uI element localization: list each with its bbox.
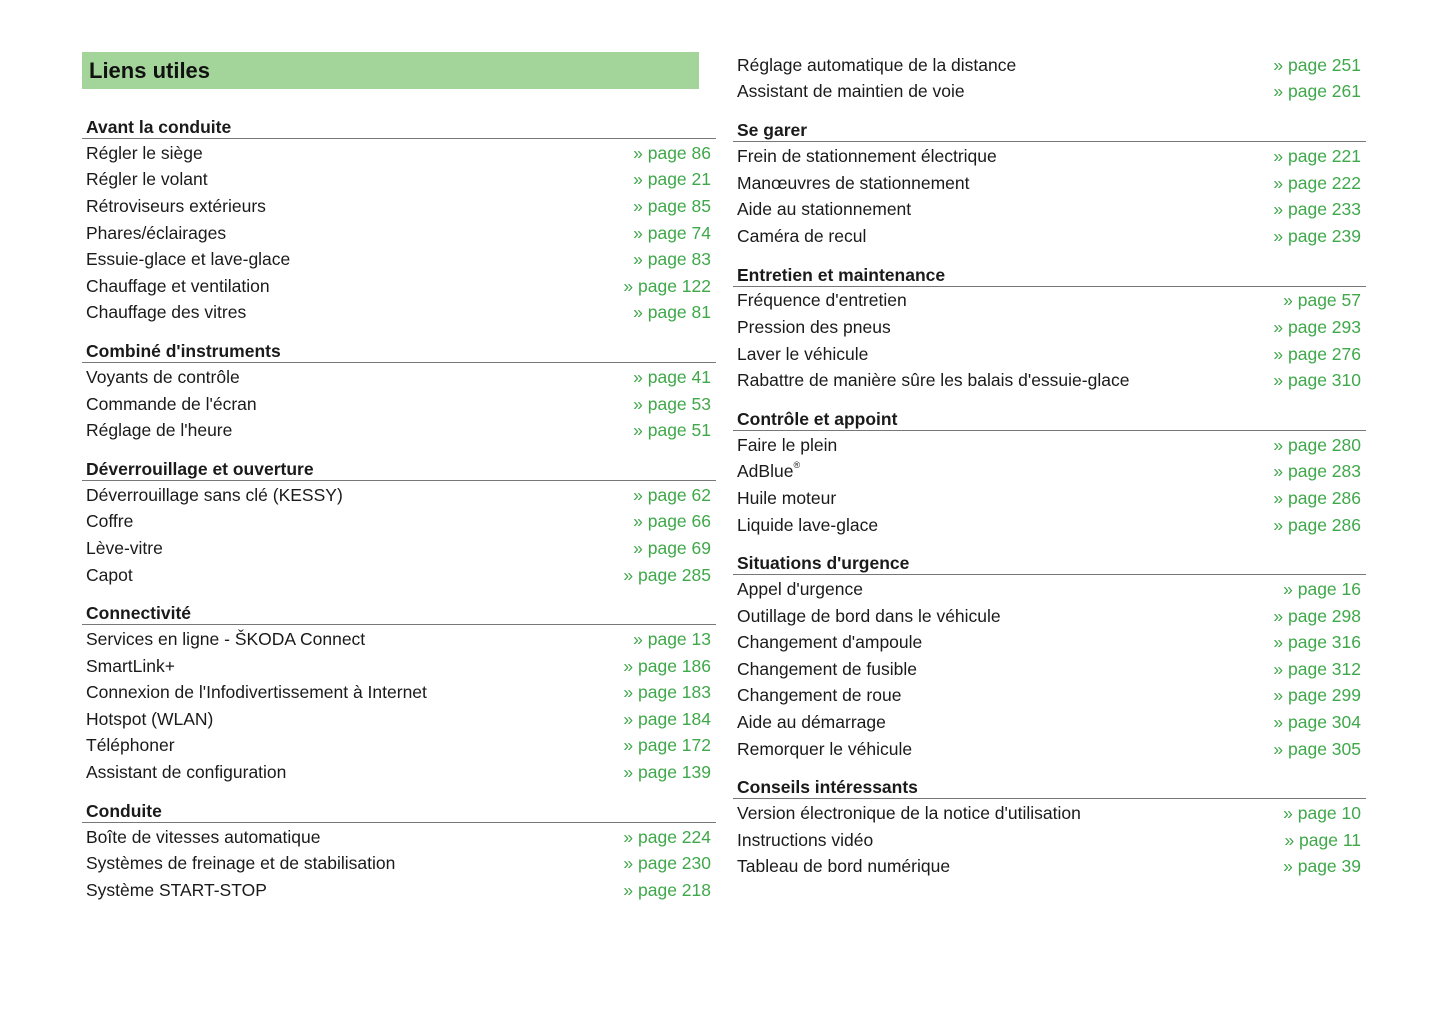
toc-entry-label: Manœuvres de stationnement bbox=[737, 172, 970, 193]
registered-mark: ® bbox=[793, 460, 801, 471]
page-reference-link[interactable]: » page 10 bbox=[1283, 803, 1361, 824]
toc-entry-label: AdBlue® bbox=[737, 460, 801, 482]
toc-entry-label: Tableau de bord numérique bbox=[737, 856, 951, 877]
page-reference-link[interactable]: » page 221 bbox=[1273, 145, 1361, 166]
page-reference-link[interactable]: » page 276 bbox=[1273, 343, 1361, 364]
toc-entry-rabattre-de-maniere-sure-les-balais-d-essuie-glace bbox=[733, 367, 1366, 394]
toc-entry-version-electronique-de-la-notice-d-utilisation bbox=[733, 800, 1366, 827]
page-reference-link[interactable]: » page 183 bbox=[623, 682, 711, 703]
toc-entry-label: Hotspot (WLAN) bbox=[86, 708, 214, 729]
toc-entry-label: Lève-vitre bbox=[86, 537, 163, 558]
page-reference-link[interactable]: » page 251 bbox=[1273, 54, 1361, 75]
page-reference-link[interactable]: » page 39 bbox=[1283, 856, 1361, 877]
toc-entry-services-en-ligne-skoda-connect bbox=[82, 626, 716, 653]
toc-entry-reglage-de-l-heure bbox=[82, 417, 716, 444]
toc-entry-label: Systèmes de freinage et de stabilisation bbox=[86, 853, 396, 874]
page-reference-link[interactable]: » page 57 bbox=[1283, 290, 1361, 311]
toc-entry-huile-moteur bbox=[733, 485, 1366, 512]
toc-entry-chauffage-et-ventilation bbox=[82, 273, 716, 300]
toc-entry-commande-de-l-ecran bbox=[82, 391, 716, 418]
page-reference-link[interactable]: » page 233 bbox=[1273, 199, 1361, 220]
toc-entry-label: Changement d'ampoule bbox=[737, 632, 923, 653]
page-reference-link[interactable]: » page 299 bbox=[1273, 685, 1361, 706]
toc-entry-regler-le-volant bbox=[82, 167, 716, 194]
toc-entry-boite-de-vitesses-automatique bbox=[82, 824, 716, 851]
toc-entry-camera-de-recul bbox=[733, 223, 1366, 250]
toc-entry-label: Phares/éclairages bbox=[86, 222, 227, 243]
toc-entry-chauffage-des-vitres bbox=[82, 300, 716, 327]
section-heading-conduite: Conduite bbox=[82, 800, 716, 823]
page-reference-link[interactable]: » page 83 bbox=[633, 249, 711, 270]
page-reference-link[interactable]: » page 69 bbox=[633, 537, 711, 558]
toc-entry-label: Capot bbox=[86, 564, 133, 585]
page-reference-link[interactable]: » page 286 bbox=[1273, 514, 1361, 535]
page-reference-link[interactable]: » page 16 bbox=[1283, 579, 1361, 600]
toc-entry-changement-d-ampoule bbox=[733, 630, 1366, 657]
page-reference-link[interactable]: » page 13 bbox=[633, 629, 711, 650]
toc-entry-label: Coffre bbox=[86, 511, 134, 532]
toc-entry-label: Fréquence d'entretien bbox=[737, 290, 907, 311]
toc-entry-label: Remorquer le véhicule bbox=[737, 738, 913, 759]
page-reference-link[interactable]: » page 41 bbox=[633, 366, 711, 387]
section-heading-controle-et-appoint: Contrôle et appoint bbox=[733, 408, 1366, 431]
page-reference-link[interactable]: » page 139 bbox=[623, 762, 711, 783]
page-reference-link[interactable]: » page 280 bbox=[1273, 434, 1361, 455]
toc-entry-deverrouillage-sans-cle-kessy bbox=[82, 482, 716, 509]
toc-entry-label: Connexion de l'Infodivertissement à Internet bbox=[86, 682, 427, 703]
toc-entry-adblue bbox=[733, 459, 1366, 486]
section-heading-avant-la-conduite: Avant la conduite bbox=[82, 116, 716, 139]
page-reference-link[interactable]: » page 305 bbox=[1273, 738, 1361, 759]
toc-entry-pression-des-pneus bbox=[733, 314, 1366, 341]
toc-entry-coffre bbox=[82, 509, 716, 536]
page-reference-link[interactable]: » page 298 bbox=[1273, 605, 1361, 626]
page-reference-link[interactable]: » page 86 bbox=[633, 142, 711, 163]
toc-entry-essuie-glace-et-lave-glace bbox=[82, 246, 716, 273]
toc-entry-faire-le-plein bbox=[733, 432, 1366, 459]
toc-entry-label: Régler le volant bbox=[86, 169, 208, 190]
page-reference-link[interactable]: » page 172 bbox=[623, 735, 711, 756]
section-heading-entretien-et-maintenance: Entretien et maintenance bbox=[733, 264, 1366, 287]
toc-entry-leve-vitre bbox=[82, 535, 716, 562]
toc-entry-label: Régler le siège bbox=[86, 142, 203, 163]
page-reference-link[interactable]: » page 184 bbox=[623, 708, 711, 729]
toc-entry-label: Essuie-glace et lave-glace bbox=[86, 249, 291, 270]
page-reference-link[interactable]: » page 283 bbox=[1273, 461, 1361, 482]
page-reference-link[interactable]: » page 53 bbox=[633, 393, 711, 414]
left-column bbox=[82, 0, 716, 904]
page-reference-link[interactable]: » page 85 bbox=[633, 195, 711, 216]
toc-entry-label: SmartLink+ bbox=[86, 655, 175, 676]
page-reference-link[interactable]: » page 186 bbox=[623, 655, 711, 676]
section-heading-combine-d-instruments: Combiné d'instruments bbox=[82, 340, 716, 363]
toc-entry-label: Aide au démarrage bbox=[737, 712, 886, 733]
toc-entry-telephoner bbox=[82, 733, 716, 760]
toc-entry-man-uvres-de-stationnement bbox=[733, 170, 1366, 197]
toc-entry-label: Version électronique de la notice d'utilisation bbox=[737, 803, 1081, 824]
toc-entry-label: Faire le plein bbox=[737, 434, 838, 455]
page-reference-link[interactable]: » page 66 bbox=[633, 511, 711, 532]
page-reference-link[interactable]: » page 239 bbox=[1273, 225, 1361, 246]
toc-entry-changement-de-fusible bbox=[733, 656, 1366, 683]
toc-entry-label: Boîte de vitesses automatique bbox=[86, 826, 321, 847]
toc-entry-label: Outillage de bord dans le véhicule bbox=[737, 605, 1001, 626]
toc-entry-changement-de-roue bbox=[733, 683, 1366, 710]
toc-entry-voyants-de-controle bbox=[82, 364, 716, 391]
page-reference-link[interactable]: » page 62 bbox=[633, 484, 711, 505]
page-reference-link[interactable]: » page 310 bbox=[1273, 370, 1361, 391]
right-column bbox=[733, 0, 1366, 880]
toc-entry-label: Appel d'urgence bbox=[737, 579, 863, 600]
toc-entry-label: Réglage de l'heure bbox=[86, 420, 233, 441]
toc-entry-tableau-de-bord-numerique bbox=[733, 854, 1366, 881]
toc-entry-systemes-de-freinage-et-de-stabilisation bbox=[82, 850, 716, 877]
page-reference-link[interactable]: » page 286 bbox=[1273, 487, 1361, 508]
page-reference-link[interactable]: » page 122 bbox=[623, 275, 711, 296]
toc-entry-laver-le-vehicule bbox=[733, 341, 1366, 368]
toc-entry-label: Liquide lave-glace bbox=[737, 514, 879, 535]
toc-entry-label: Caméra de recul bbox=[737, 225, 867, 246]
page-reference-link[interactable]: » page 222 bbox=[1273, 172, 1361, 193]
toc-entry-capot bbox=[82, 562, 716, 589]
toc-entry-retroviseurs-exterieurs bbox=[82, 193, 716, 220]
toc-entry-outillage-de-bord-dans-le-vehicule bbox=[733, 603, 1366, 630]
page-reference-link[interactable]: » page 51 bbox=[633, 420, 711, 441]
toc-entry-aide-au-demarrage bbox=[733, 709, 1366, 736]
toc-entry-frein-de-stationnement-electrique bbox=[733, 143, 1366, 170]
page-reference-link[interactable]: » page 304 bbox=[1273, 712, 1361, 733]
section-heading-deverrouillage-et-ouverture: Déverrouillage et ouverture bbox=[82, 458, 716, 481]
toc-entry-regler-le-siege bbox=[82, 140, 716, 167]
toc-entry-label: Système START-STOP bbox=[86, 879, 267, 900]
page-reference-link[interactable]: » page 285 bbox=[623, 564, 711, 585]
page-reference-link[interactable]: » page 11 bbox=[1284, 829, 1361, 850]
page-reference-link[interactable]: » page 312 bbox=[1273, 658, 1361, 679]
page-reference-link[interactable]: » page 218 bbox=[623, 879, 711, 900]
page-reference-link[interactable]: » page 261 bbox=[1273, 81, 1361, 102]
toc-entry-connexion-de-l-infodivertissement-a-internet bbox=[82, 680, 716, 707]
toc-entry-label: Réglage automatique de la distance bbox=[737, 54, 1017, 75]
page-reference-link[interactable]: » page 293 bbox=[1273, 316, 1361, 337]
toc-entry-remorquer-le-vehicule bbox=[733, 736, 1366, 763]
toc-entry-label: Services en ligne - ŠKODA Connect bbox=[86, 629, 366, 650]
toc-entry-label: Aide au stationnement bbox=[737, 199, 912, 220]
toc-entry-label: Assistant de maintien de voie bbox=[737, 81, 965, 102]
page-reference-link[interactable]: » page 230 bbox=[623, 853, 711, 874]
page-reference-link[interactable]: » page 74 bbox=[633, 222, 711, 243]
toc-entry-label: Rabattre de manière sûre les balais d'essuie-glace bbox=[737, 370, 1130, 391]
page-title: Liens utiles bbox=[82, 52, 699, 89]
toc-entry-label: Déverrouillage sans clé (KESSY) bbox=[86, 484, 343, 505]
toc-entry-phares-eclairages bbox=[82, 220, 716, 247]
toc-entry-label: Voyants de contrôle bbox=[86, 366, 240, 387]
toc-entry-label: Commande de l'écran bbox=[86, 393, 257, 414]
section-heading-connectivite: Connectivité bbox=[82, 602, 716, 625]
toc-entry-label: Assistant de configuration bbox=[86, 762, 287, 783]
toc-entry-systeme-start-stop bbox=[82, 877, 716, 904]
toc-entry-label: Changement de roue bbox=[737, 685, 902, 706]
toc-entry-label: Chauffage et ventilation bbox=[86, 275, 270, 296]
toc-entry-label: Laver le véhicule bbox=[737, 343, 869, 364]
toc-entry-smartlink bbox=[82, 653, 716, 680]
page-reference-link[interactable]: » page 224 bbox=[623, 826, 711, 847]
toc-entry-hotspot-wlan bbox=[82, 706, 716, 733]
toc-entry-label: Frein de stationnement électrique bbox=[737, 145, 997, 166]
toc-entry-appel-d-urgence bbox=[733, 576, 1366, 603]
toc-entry-label: Instructions vidéo bbox=[737, 829, 874, 850]
section-heading-conseils-interessants: Conseils intéressants bbox=[733, 776, 1366, 799]
toc-entry-aide-au-stationnement bbox=[733, 196, 1366, 223]
toc-entry-label: Pression des pneus bbox=[737, 316, 891, 337]
toc-entry-assistant-de-maintien-de-voie bbox=[733, 79, 1366, 106]
section-heading-situations-d-urgence: Situations d'urgence bbox=[733, 552, 1366, 575]
page-reference-link[interactable]: » page 316 bbox=[1273, 632, 1361, 653]
toc-entry-label: Changement de fusible bbox=[737, 658, 917, 679]
page-reference-link[interactable]: » page 81 bbox=[633, 302, 711, 323]
toc-entry-assistant-de-configuration bbox=[82, 759, 716, 786]
page-reference-link[interactable]: » page 21 bbox=[633, 169, 711, 190]
toc-entry-label: Huile moteur bbox=[737, 487, 837, 508]
toc-entry-label: Rétroviseurs extérieurs bbox=[86, 195, 266, 216]
toc-entry-liquide-lave-glace bbox=[733, 512, 1366, 539]
section-heading-se-garer: Se garer bbox=[733, 119, 1366, 142]
toc-entry-label: Chauffage des vitres bbox=[86, 302, 247, 323]
toc-entry-reglage-automatique-de-la-distance bbox=[733, 52, 1366, 79]
toc-entry-label: Téléphoner bbox=[86, 735, 175, 756]
toc-entry-instructions-video bbox=[733, 827, 1366, 854]
toc-entry-frequence-d-entretien bbox=[733, 288, 1366, 315]
